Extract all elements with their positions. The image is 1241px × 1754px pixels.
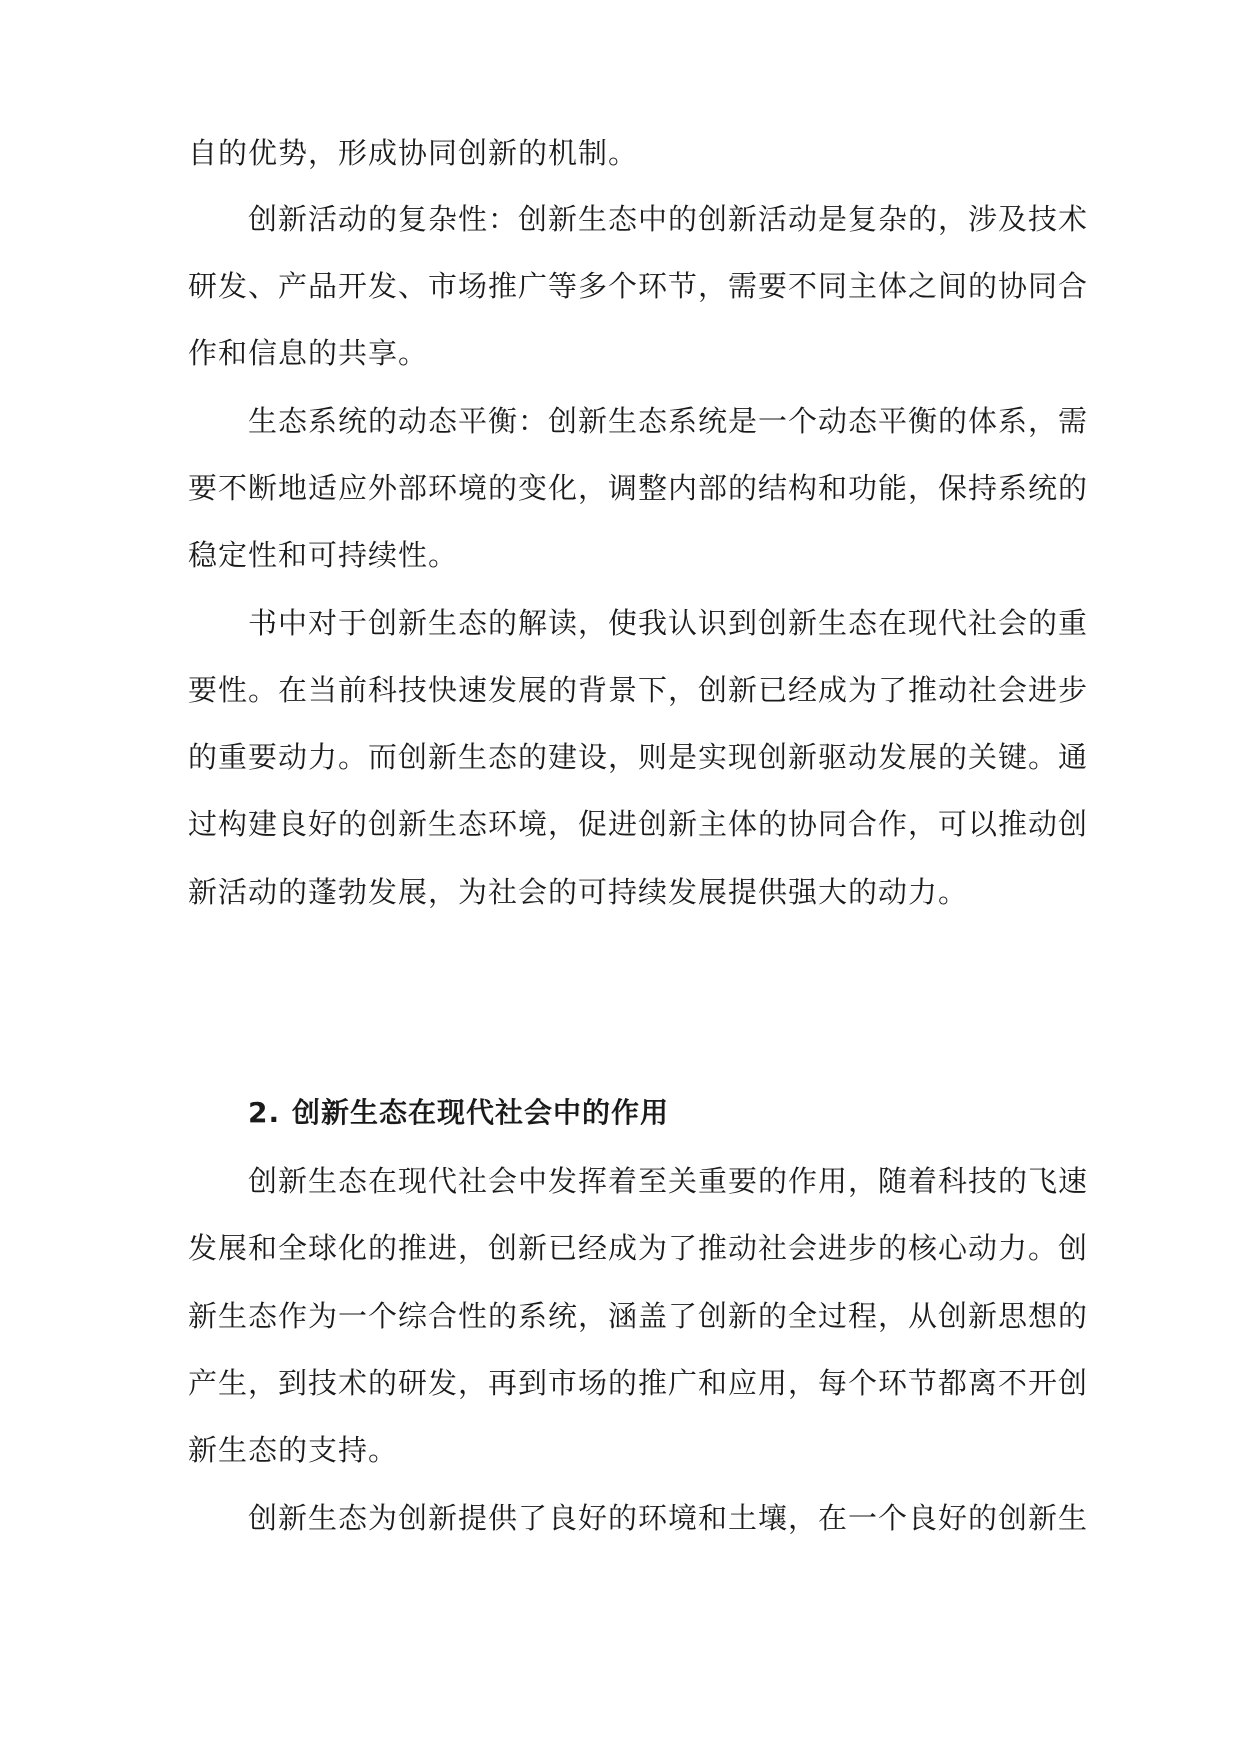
- section-heading: [248, 1093, 669, 1133]
- paragraph-line: 要不断地适应外部环境的变化，调整内部的结构和功能，保持系统的: [188, 471, 1089, 505]
- section-number: 2.: [248, 1096, 281, 1129]
- paragraph-line: 自的优势，形成协同创新的机制。: [188, 136, 639, 170]
- paragraph-line: 的重要动力。而创新生态的建设，则是实现创新驱动发展的关键。通: [188, 740, 1089, 774]
- paragraph-line: 新生态的支持。: [188, 1433, 399, 1467]
- paragraph-line: 创新活动的复杂性：创新生态中的创新活动是复杂的，涉及技术: [248, 202, 1089, 236]
- document-page: [188, 0, 1089, 1754]
- paragraph-line: 作和信息的共享。: [188, 336, 429, 370]
- paragraph-line: 过构建良好的创新生态环境，促进创新主体的协同合作，可以推动创: [188, 807, 1089, 841]
- paragraph-line: 书中对于创新生态的解读，使我认识到创新生态在现代社会的重: [248, 606, 1089, 640]
- paragraph-line: 稳定性和可持续性。: [188, 538, 459, 572]
- section-title: 创新生态在现代社会中的作用: [292, 1096, 670, 1129]
- paragraph-line: 新生态作为一个综合性的系统，涵盖了创新的全过程，从创新思想的: [188, 1299, 1089, 1333]
- paragraph-line: 产生，到技术的研发，再到市场的推广和应用，每个环节都离不开创: [188, 1366, 1089, 1400]
- paragraph-line: 发展和全球化的推进，创新已经成为了推动社会进步的核心动力。创: [188, 1231, 1089, 1265]
- paragraph-line: 创新生态为创新提供了良好的环境和土壤，在一个良好的创新生: [248, 1501, 1089, 1535]
- paragraph-line: 要性。在当前科技快速发展的背景下，创新已经成为了推动社会进步: [188, 673, 1089, 707]
- paragraph-line: 新活动的蓬勃发展，为社会的可持续发展提供强大的动力。: [188, 875, 969, 909]
- paragraph-line: 研发、产品开发、市场推广等多个环节，需要不同主体之间的协同合: [188, 269, 1089, 303]
- paragraph-line: 创新生态在现代社会中发挥着至关重要的作用，随着科技的飞速: [248, 1164, 1089, 1198]
- paragraph-line: 生态系统的动态平衡：创新生态系统是一个动态平衡的体系，需: [248, 404, 1089, 438]
